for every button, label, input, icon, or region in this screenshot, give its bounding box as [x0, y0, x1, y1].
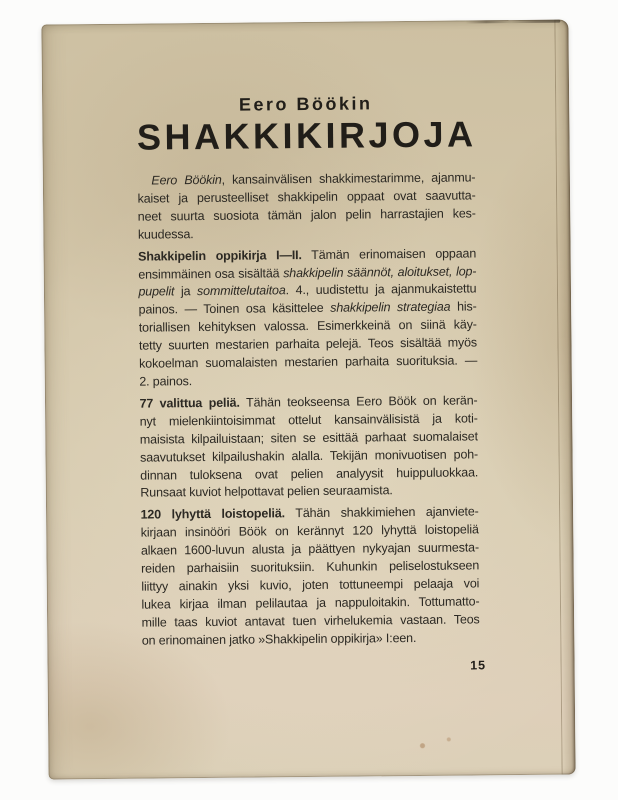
text-line — [138, 223, 476, 244]
body-paragraphs — [137, 169, 480, 650]
text-segment: lukea kirjaa ilman pelilautaa ja nappuloitakin. Tottumatto- — [141, 594, 480, 612]
text-line — [140, 482, 478, 503]
text-segment: sommittelutaitoa — [196, 283, 286, 299]
text-segment: shakkipelin strategiaa — [330, 299, 451, 316]
text-segment: Tämän erinomaisen oppaan — [301, 246, 477, 262]
text-segment: neet suurta suosiota tämän jalon pelin harrastajien kes- — [137, 206, 476, 224]
text-segment: Tähän shakkimiehen ajanviete- — [284, 504, 479, 521]
text-segment: nyt mielenkiintoisimmat ottelut kansainvälisistä ja koti- — [139, 411, 478, 429]
text-segment: pupelit — [138, 284, 175, 300]
text-segment: liittyy ainakin yksi kuvio, joten tottuneempi pelaaja voi — [141, 576, 480, 594]
paragraph — [138, 245, 477, 391]
paragraph — [137, 169, 476, 244]
text-segment: ja — [174, 284, 198, 299]
text-segment: 120 lyhyttä loistopeliä. — [140, 506, 286, 522]
text-segment: shakkipelin säännöt, aloitukset, lop- — [283, 263, 477, 280]
text-segment: tetty suurten mestarien parhaita pelejä. Teos sisältää myös — [138, 335, 478, 353]
text-segment: his- — [450, 299, 477, 314]
page-number: 15 — [470, 657, 487, 673]
text-segment: , kansainvälisen shakkimestarimme, ajanmu- — [221, 170, 476, 187]
text-segment: Eero Böökin — [151, 172, 222, 188]
text-segment: saavutukset kilpailushakin alalla. Tekijän monivuotisen poh- — [139, 446, 479, 465]
text-segment: toriallisen kehityksen valossa. Esimerkkeinä on siinä käy- — [138, 317, 477, 335]
text-segment: alkaen 1600-luvun alusta ja päättyen nykyajan suurmesta- — [140, 540, 479, 558]
text-segment: 2. painos. — [139, 374, 193, 389]
text-line — [139, 352, 477, 373]
paragraph — [141, 504, 480, 650]
cover-text-column — [136, 20, 487, 675]
text-segment: 77 valittua peliä. — [139, 395, 240, 411]
text-segment: on erinomainen jatko »Shakkipelin oppikirja» I:een. — [141, 630, 417, 648]
worn-top-edge — [465, 20, 560, 24]
text-line — [138, 205, 476, 226]
paragraph — [139, 392, 478, 503]
author-line: Eero Böökin — [238, 93, 373, 115]
text-line — [142, 629, 480, 650]
text-segment: Shakkipelin oppikirja I—II. — [138, 247, 302, 264]
text-segment: dinnan tuloksena ovat pelien analyysit huippuluokkaa. — [140, 464, 479, 483]
text-segment: . 4., uudistettu ja ajanmukaistettu — [285, 281, 477, 298]
text-segment: kirjaan insinööri Böök on kerännyt 120 lyhyttä loistopeliä — [140, 522, 479, 540]
series-title: SHAKKIKIRJOJA — [136, 113, 477, 158]
text-line — [140, 464, 478, 485]
text-segment: ensimmäinen osa sisältää — [138, 265, 284, 282]
text-segment: kuudessa. — [137, 226, 194, 242]
text-segment: reiden parhaisiin suorituksiin. Kuhunkin peliselostukseen — [141, 558, 480, 576]
book-fore-edge — [554, 19, 575, 774]
text-segment: maisista kilpailuistaan; siten se esittää parhaat suomalaiset — [139, 429, 478, 447]
text-line — [139, 370, 477, 391]
text-segment: Runsaat kuviot helpottavat pelien seuraamista. — [140, 483, 393, 501]
text-segment: painos. — Toinen osa käsittelee — [138, 301, 331, 317]
text-segment: kokoelman suomalaisten mestarien parhaita suorituksia. — — [139, 353, 478, 371]
text-segment: mille taas kuviot antavat tuen virhelukemia vastaan. Teos — [141, 612, 480, 630]
book-back-cover — [41, 19, 575, 779]
text-segment: kaiset ja perusteelliset shakkipelin oppaat ovat saavutta- — [137, 188, 476, 206]
text-segment: Tähän teokseensa Eero Böök on kerän- — [239, 393, 478, 410]
text-line — [142, 611, 480, 632]
